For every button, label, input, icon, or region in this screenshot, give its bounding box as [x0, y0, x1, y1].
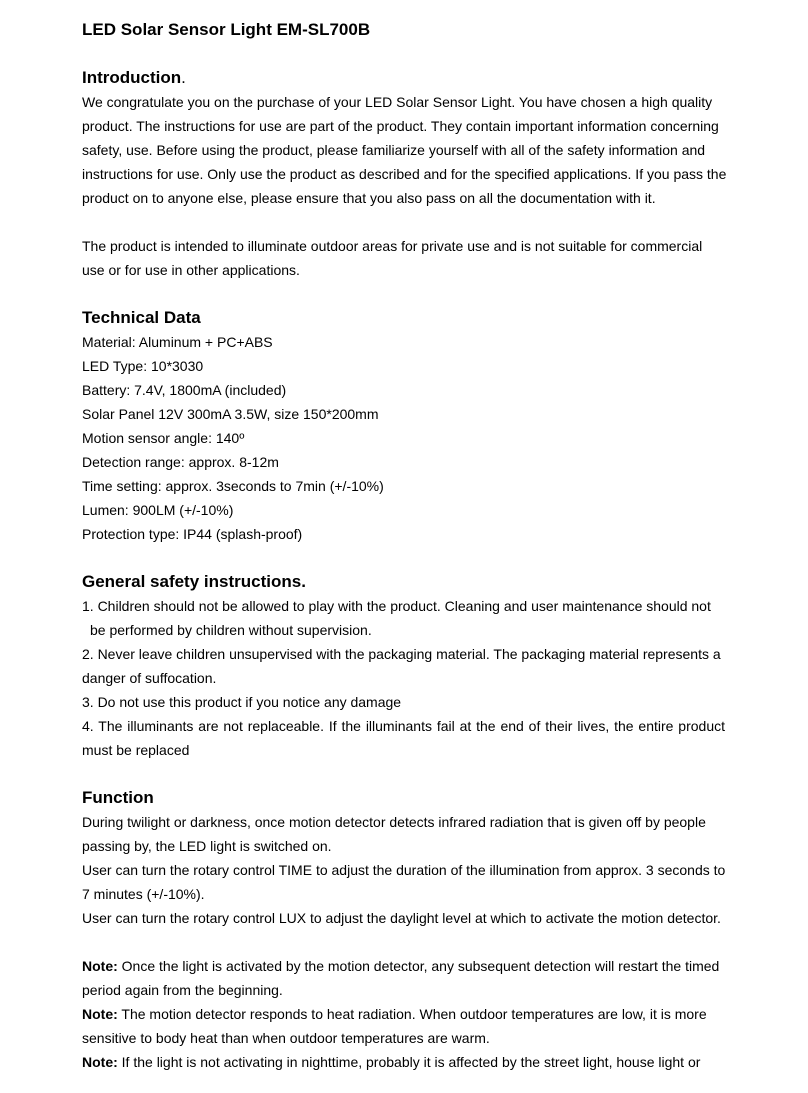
introduction-heading-period: . [181, 68, 186, 87]
note-label: Note: [82, 958, 118, 974]
spec-lumen: Lumen: 900LM (+/-10%) [82, 502, 234, 518]
spec-detection-range: Detection range: approx. 8-12m [82, 454, 279, 470]
safety-heading-text: General safety instructions [82, 572, 302, 591]
safety-item-2-cont: danger of suffocation. [82, 670, 217, 686]
text-line: product. The instructions for use are part of the product. They contain important information concerning [82, 118, 719, 134]
introduction-heading-text: Introduction [82, 68, 182, 87]
text-line: passing by, the LED light is switched on. [82, 838, 332, 854]
note-1-cont: period again from the beginning. [82, 982, 283, 998]
text-line: safety, use. Before using the product, please familiarize yourself with all of the safety information and [82, 142, 706, 158]
spec-protection-type: Protection type: IP44 (splash-proof) [82, 526, 303, 542]
note-label: Note: [82, 1006, 118, 1022]
note-2-cont: sensitive to body heat than when outdoor temperatures are warm. [82, 1030, 490, 1046]
safety-item-2: 2. Never leave children unsupervised with the packaging material. The packaging material represents a [82, 646, 721, 662]
spec-led-type: LED Type: 10*3030 [82, 358, 204, 374]
safety-heading-period: . [301, 572, 306, 591]
document-title: LED Solar Sensor Light EM-SL700B [82, 20, 371, 39]
text-line: The product is intended to illuminate outdoor areas for private use and is not suitable for commercial [82, 238, 703, 254]
note-text: The motion detector responds to heat radiation. When outdoor temperatures are low, it is more [117, 1006, 707, 1022]
note-1 [82, 954, 732, 978]
note-2 [82, 1002, 732, 1026]
safety-item-4-cont: must be replaced [82, 742, 190, 758]
note-text: Once the light is activated by the motion detector, any subsequent detection will restart the timed [117, 958, 720, 974]
text-line: User can turn the rotary control LUX to adjust the daylight level at which to activate the motion detector. [82, 910, 721, 926]
function-heading: Function [82, 788, 154, 807]
text-line: During twilight or darkness, once motion detector detects infrared radiation that is given off by people [82, 814, 706, 830]
safety-item-4: 4. The illuminants are not replaceable. If the illuminants fail at the end of their lives, the entire product [82, 718, 725, 734]
introduction-paragraph-1 [82, 90, 732, 210]
spec-material: Material: Aluminum + PC+ABS [82, 334, 273, 350]
note-label: Note: [82, 1054, 118, 1070]
safety-item-1: 1. Children should not be allowed to play with the product. Cleaning and user maintenance should not [82, 598, 711, 614]
introduction-heading [82, 66, 732, 90]
text-line: product on to anyone else, please ensure that you also pass on all the documentation with it. [82, 190, 656, 206]
function-text [82, 810, 732, 930]
safety-item-3: 3. Do not use this product if you notice any damage [82, 694, 402, 710]
technical-data-heading: Technical Data [82, 308, 201, 327]
spec-battery: Battery: 7.4V, 1800mA (included) [82, 382, 287, 398]
text-line: use or for use in other applications. [82, 262, 300, 278]
text-line: User can turn the rotary control TIME to adjust the duration of the illumination from approx. 3 seconds to [82, 862, 726, 878]
spec-solar-panel: Solar Panel 12V 300mA 3.5W, size 150*200mm [82, 406, 379, 422]
safety-item-1-cont: be performed by children without supervision. [90, 622, 372, 638]
text-line: 7 minutes (+/-10%). [82, 886, 205, 902]
note-3 [82, 1050, 732, 1074]
safety-heading [82, 570, 732, 594]
spec-sensor-angle: Motion sensor angle: 140º [82, 430, 245, 446]
text-line: instructions for use. Only use the product as described and for the specified applications. If you pass the [82, 166, 727, 182]
document-page [82, 18, 732, 1074]
text-line: We congratulate you on the purchase of your LED Solar Sensor Light. You have chosen a high quality [82, 94, 713, 110]
safety-list [82, 594, 732, 762]
spec-time-setting: Time setting: approx. 3seconds to 7min (+/-10%) [82, 478, 384, 494]
introduction-paragraph-2 [82, 234, 732, 282]
note-text: If the light is not activating in nighttime, probably it is affected by the street light, house light or [117, 1054, 701, 1070]
function-notes [82, 954, 732, 1074]
technical-data-list [82, 330, 732, 546]
